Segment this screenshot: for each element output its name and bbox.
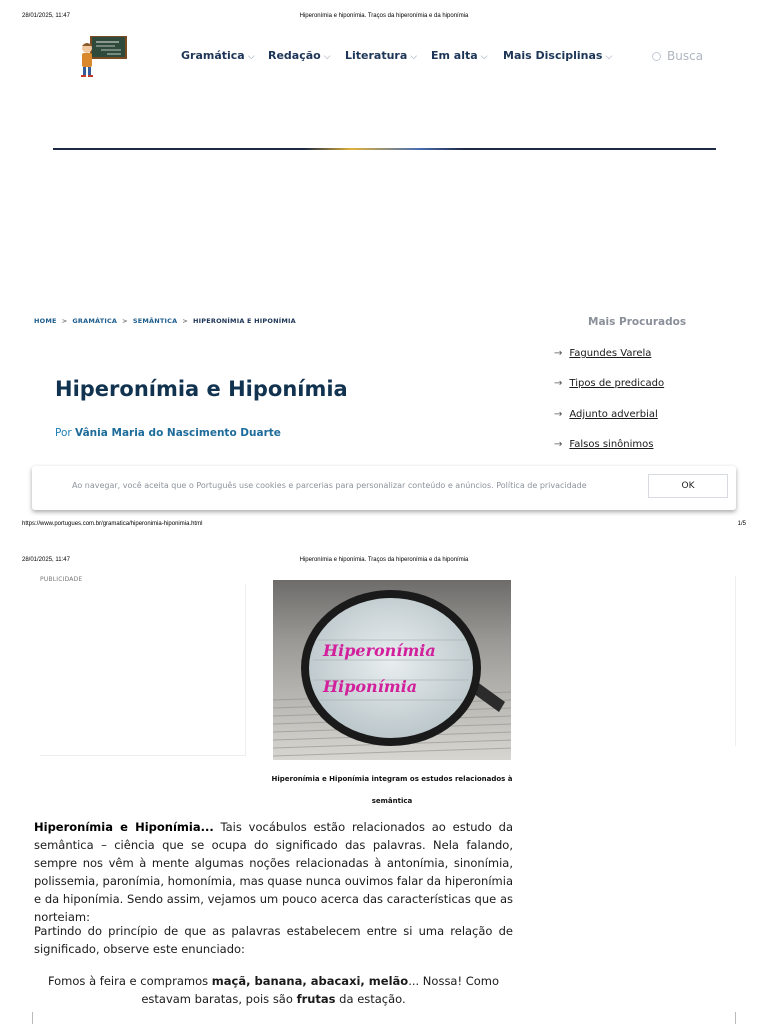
- print-url: https://www.portugues.com.br/gramatica/hiperonimia-hiponimia.html: [22, 521, 203, 527]
- print-header: [0, 0, 768, 20]
- site-logo[interactable]: [79, 36, 127, 78]
- print-page-number: 1/5: [737, 521, 746, 527]
- nav-label: Gramática: [181, 49, 245, 62]
- quote-bold: frutas: [296, 992, 336, 1006]
- breadcrumb-home[interactable]: HOME: [34, 317, 57, 325]
- breadcrumb: [34, 317, 296, 325]
- print-title: Hiperonímia e hiponímia. Traços da hiperonímia e da hiponímia: [299, 557, 469, 563]
- arrow-right-icon: →: [554, 348, 563, 359]
- image-word-hiperonimia: Hiperonímia: [323, 641, 436, 660]
- image-word-hiponimia: Hiponímia: [323, 677, 418, 696]
- nav-label: Mais Disciplinas: [503, 49, 603, 62]
- breadcrumb-separator: >: [122, 317, 128, 325]
- image-caption: Hiperonímia e Hiponímia integram os estudos relacionados à semântica: [271, 775, 513, 805]
- nav-label: Redação: [268, 49, 321, 62]
- search-placeholder: Busca: [667, 49, 704, 63]
- sidebar-link-label: Adjunto adverbial: [569, 409, 658, 420]
- cookie-ok-button[interactable]: OK: [648, 474, 728, 498]
- chevron-down-icon: ⌵: [323, 52, 331, 62]
- breadcrumb-gramatica[interactable]: GRAMÁTICA: [72, 317, 118, 325]
- quote-text: Fomos à feira e compramos: [47, 974, 212, 988]
- search-input[interactable]: [652, 49, 703, 63]
- cookie-banner-edge: [32, 1012, 736, 1024]
- article-paragraph: [34, 818, 513, 926]
- nav-gramatica[interactable]: [181, 49, 255, 62]
- arrow-right-icon: →: [554, 378, 563, 389]
- teacher-chalkboard-icon: [79, 36, 127, 78]
- nav-label: Em alta: [431, 49, 478, 62]
- sidebar-link-label: Tipos de predicado: [569, 378, 665, 389]
- breadcrumb-separator: >: [61, 317, 68, 325]
- article-image: [273, 580, 511, 760]
- breadcrumb-separator: >: [182, 317, 188, 325]
- cookie-banner: [32, 466, 736, 510]
- chevron-down-icon: ⌵: [605, 52, 613, 62]
- magnifying-glass-image: [273, 580, 511, 760]
- quote-text: da estação.: [335, 992, 406, 1006]
- sidebar-link[interactable]: [554, 378, 664, 389]
- quote-bold: maçã, banana, abacaxi, melão: [211, 974, 409, 988]
- arrow-right-icon: →: [554, 439, 563, 450]
- search-icon: [652, 52, 661, 61]
- sidebar-link-label: Falsos sinônimos: [569, 439, 654, 450]
- breadcrumb-semantica[interactable]: SEMÂNTICA: [132, 317, 178, 325]
- chevron-down-icon: ⌵: [480, 52, 488, 62]
- nav-literatura[interactable]: [345, 49, 417, 62]
- header-divider: [53, 148, 716, 150]
- nav-mais-disciplinas[interactable]: [503, 49, 612, 62]
- nav-label: Literatura: [345, 49, 408, 62]
- nav-em-alta[interactable]: [431, 49, 488, 62]
- ad-label: PUBLICIDADE: [40, 576, 83, 583]
- sidebar-border: [735, 576, 736, 746]
- sidebar-link[interactable]: [554, 439, 653, 450]
- print-header-page2: [0, 544, 768, 564]
- nav-redacao[interactable]: [268, 49, 331, 62]
- sidebar-title: Mais Procurados: [588, 316, 687, 328]
- print-title: Hiperonímia e hiponímia. Traços da hiperonímia e da hiponímia: [299, 13, 469, 19]
- print-date: 28/01/2025, 11:47: [22, 13, 70, 19]
- author-line: [55, 427, 281, 439]
- arrow-right-icon: →: [554, 409, 563, 420]
- paragraph-text: Tais vocábulos estão relacionados ao estudo da semântica – ciência que se ocupa do significado das palavras. Nela falando, sempre nos vêm à mente algumas noções relacionadas à antonímia, sinonímia, polissemia, paronímia, homonímia, mas quase nunca ouvimos falar da hiperonímia e da hiponímia. Sendo assim, vejamos um pouco acerca das características que as norteiam:: [34, 820, 513, 924]
- sidebar-link[interactable]: [554, 409, 658, 420]
- example-quote: [34, 972, 513, 1008]
- chevron-down-icon: ⌵: [247, 52, 255, 62]
- chevron-down-icon: ⌵: [410, 52, 418, 62]
- sidebar-link-label: Fagundes Varela: [569, 348, 652, 359]
- quote-text: ... Nossa! Como estavam baratas, pois são: [141, 974, 500, 1006]
- print-date: 28/01/2025, 11:47: [22, 557, 70, 563]
- cookie-text: Ao navegar, você aceita que o Português use cookies e parcerias para personalizar conteúdo e anúncios. Política de privacidade: [72, 481, 587, 490]
- page-title: Hiperonímia e Hiponímia: [55, 377, 348, 401]
- ad-slot: [40, 584, 246, 756]
- sidebar-link[interactable]: [554, 348, 651, 359]
- article-paragraph: Partindo do princípio de que as palavras estabelecem entre si uma relação de significado, observe este enunciado:: [34, 924, 513, 956]
- author-link[interactable]: Vânia Maria do Nascimento Duarte: [75, 427, 281, 439]
- breadcrumb-current: HIPERONÍMIA E HIPONÍMIA: [193, 317, 296, 325]
- paragraph-lead: Hiperonímia e Hiponímia...: [34, 820, 214, 834]
- author-prefix: Por: [55, 427, 72, 439]
